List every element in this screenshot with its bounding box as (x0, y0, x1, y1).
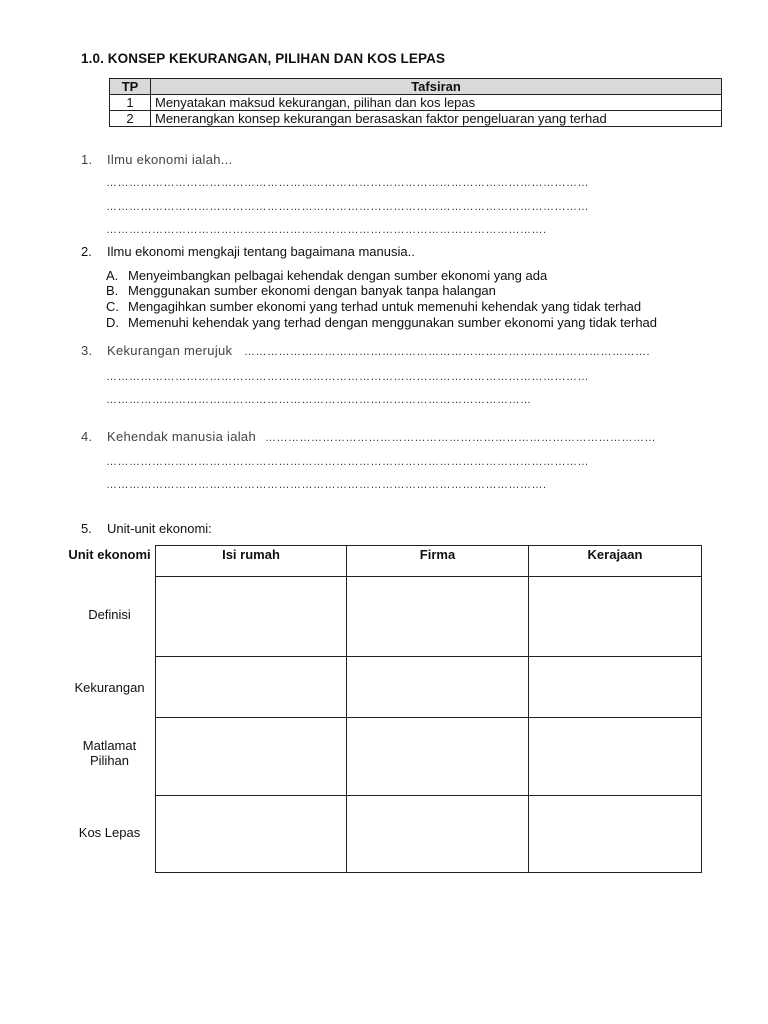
question-text: Ilmu ekonomi ialah... (107, 152, 233, 167)
row-label-kos-lepas: Kos Lepas (78, 824, 141, 840)
answer-cell[interactable] (156, 796, 347, 873)
question-2 (81, 244, 415, 260)
question-number: 1. (81, 152, 93, 167)
answer-line[interactable]: ……………………………………………………………………………………………………. (106, 479, 547, 491)
table-row (64, 796, 702, 873)
option-text: Menggunakan sumber ekonomi dengan banyak tanpa halangan (128, 283, 496, 298)
question-number: 4. (81, 429, 93, 444)
table-row (64, 577, 702, 657)
answer-cell[interactable] (156, 577, 347, 657)
option-c[interactable] (106, 299, 641, 314)
answer-cell[interactable] (529, 657, 702, 718)
tp-description: Menyatakan maksud kekurangan, pilihan dan kos lepas (151, 95, 722, 111)
row-label-definisi: Definisi (88, 606, 131, 622)
table-row (64, 718, 702, 796)
tp-description: Menerangkan konsep kekurangan berasaskan faktor pengeluaran yang terhad (151, 111, 722, 127)
tp-table (109, 78, 722, 127)
answer-line[interactable]: ……………………………………………………………………………………………………………… (106, 201, 589, 213)
row-label-matlamat-pilihan: Matlamat Pilihan (82, 737, 137, 768)
option-text: Menyeimbangkan pelbagai kehendak dengan sumber ekonomi yang ada (128, 268, 548, 283)
answer-line[interactable]: ……………………………………………………………………………………………………………… (106, 371, 589, 383)
table-row (110, 111, 722, 127)
question-3 (81, 343, 232, 359)
question-text: Kekurangan merujuk (107, 343, 233, 358)
answer-line[interactable]: ……………………………………………………………………………………………. (244, 346, 651, 358)
answer-line[interactable]: ……………………………………………………………………………………………………. (106, 224, 547, 236)
question-5 (81, 521, 212, 537)
option-letter: C. (106, 299, 119, 314)
unit-ekonomi-table (64, 545, 702, 873)
question-number: 5. (81, 521, 92, 536)
question-text: Ilmu ekonomi mengkaji tentang bagaimana manusia.. (107, 244, 415, 259)
question-4 (81, 429, 256, 445)
option-letter: A. (106, 268, 119, 283)
answer-line[interactable]: ……………………………………………………………………………………………………………… (106, 456, 589, 468)
answer-cell[interactable] (347, 577, 529, 657)
column-header-kerajaan: Kerajaan (529, 546, 702, 577)
tp-level: 1 (110, 95, 151, 111)
answer-cell[interactable] (529, 577, 702, 657)
tp-header-row (110, 79, 722, 95)
row-label-kekurangan: Kekurangan (74, 679, 145, 695)
option-text: Mengagihkan sumber ekonomi yang terhad untuk memenuhi kehendak yang tidak terhad (128, 299, 642, 314)
option-a[interactable] (106, 268, 547, 283)
option-letter: B. (106, 283, 119, 298)
answer-cell[interactable] (347, 718, 529, 796)
answer-line[interactable]: ………………………………………………………………………………………… (265, 432, 656, 444)
option-text: Memenuhi kehendak yang terhad dengan menggunakan sumber ekonomi yang tidak terhad (128, 315, 658, 330)
tp-header-tp: TP (110, 79, 151, 95)
answer-line[interactable]: ………………………………………………………………………………………………… (106, 394, 532, 406)
option-b[interactable] (106, 283, 496, 298)
answer-cell[interactable] (347, 657, 529, 718)
answer-cell[interactable] (156, 657, 347, 718)
question-number: 3. (81, 343, 93, 358)
question-1 (81, 152, 233, 168)
page-title: 1.0. KONSEP KEKURANGAN, PILIHAN DAN KOS LEPAS (81, 51, 446, 66)
column-header-firma: Firma (347, 546, 529, 577)
answer-line[interactable]: ……………………………………………………………………………………………………………… (106, 177, 589, 189)
answer-cell[interactable] (347, 796, 529, 873)
unit-header-row (64, 546, 702, 577)
option-d[interactable] (106, 315, 657, 330)
tp-level: 2 (110, 111, 151, 127)
question-text: Unit-unit ekonomi: (107, 521, 212, 536)
answer-cell[interactable] (529, 718, 702, 796)
tp-header-tafsiran: Tafsiran (151, 79, 722, 95)
question-text: Kehendak manusia ialah (107, 429, 256, 444)
table-row (64, 657, 702, 718)
answer-cell[interactable] (529, 796, 702, 873)
row-header-label: Unit ekonomi (68, 546, 151, 562)
option-letter: D. (106, 315, 119, 330)
question-number: 2. (81, 244, 92, 259)
column-header-isi-rumah: Isi rumah (156, 546, 347, 577)
answer-cell[interactable] (156, 718, 347, 796)
table-row (110, 95, 722, 111)
